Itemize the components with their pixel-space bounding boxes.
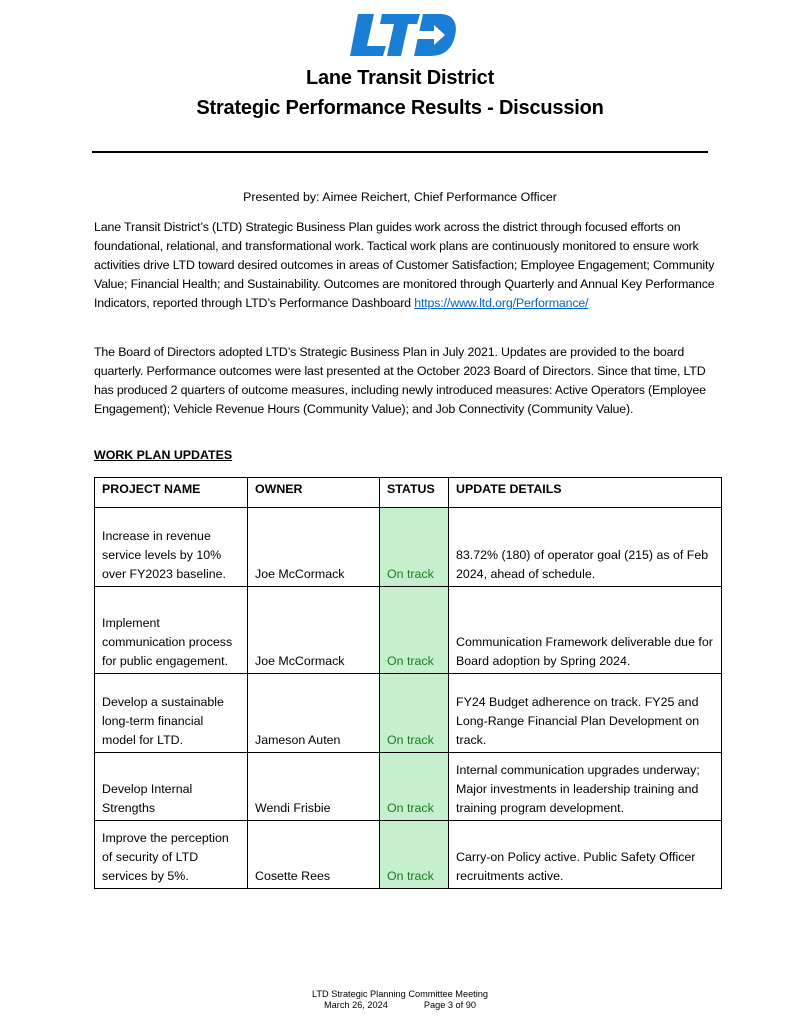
- status-badge: On track: [380, 587, 449, 674]
- status-badge: On track: [380, 508, 449, 587]
- update-details: FY24 Budget adherence on track. FY25 and Long-Range Financial Plan Development on track.: [449, 674, 722, 753]
- footer-meeting: LTD Strategic Planning Committee Meeting: [311, 989, 488, 999]
- status-badge: On track: [380, 753, 449, 821]
- table-row: [95, 674, 722, 753]
- status-badge: On track: [380, 821, 449, 889]
- project-name: Develop Internal Strengths: [95, 753, 248, 821]
- title-divider: [92, 151, 708, 153]
- update-details: Carry-on Policy active. Public Safety Officer recruitments active.: [449, 821, 722, 889]
- ltd-logo-icon: [348, 12, 458, 58]
- table-header-row: [95, 478, 722, 508]
- page-title: Lane Transit District: [305, 67, 495, 89]
- update-details: Internal communication upgrades underway; Major investments in leadership training and training program development.: [449, 753, 722, 821]
- page-footer: [0, 989, 800, 1011]
- intro-paragraph: [94, 218, 724, 313]
- owner: Jameson Auten: [248, 674, 380, 753]
- performance-dashboard-link[interactable]: https://www.ltd.org/Performance/: [414, 296, 589, 310]
- update-details: 83.72% (180) of operator goal (215) as of Feb 2024, ahead of schedule.: [449, 508, 722, 587]
- project-name: Improve the perception of security of LTD services by 5%.: [95, 821, 248, 889]
- owner: Wendi Frisbie: [248, 753, 380, 821]
- section-heading: WORK PLAN UPDATES: [94, 448, 233, 462]
- board-paragraph: The Board of Directors adopted LTD’s Strategic Business Plan in July 2021. Updates are provided to the board quarterly. Performance outcomes were last presented at the October 2023 Board of Directors. Since that time, LTD has produced 2 quarters of outcome measures, including newly introduced measures: Active Operators (Employee Engagement); Vehicle Revenue Hours (Community Value); and Job Connectivity (Community Value).: [94, 345, 706, 416]
- table-row: [95, 587, 722, 674]
- status-badge: On track: [380, 674, 449, 753]
- project-name: Increase in revenue service levels by 10% over FY2023 baseline.: [95, 508, 248, 587]
- column-header-owner: OWNER: [248, 478, 380, 508]
- update-details: Communication Framework deliverable due for Board adoption by Spring 2024.: [449, 587, 722, 674]
- footer-date: March 26, 2024: [324, 1000, 388, 1010]
- table-row: [95, 508, 722, 587]
- owner: Joe McCormack: [248, 587, 380, 674]
- column-header-project: PROJECT NAME: [95, 478, 248, 508]
- table-row: [95, 821, 722, 889]
- work-plan-table: [94, 477, 722, 889]
- intro-text: Lane Transit District’s (LTD) Strategic Business Plan guides work across the district through focused efforts on foundational, relational, and transformational work. Tactical work plans are continuously monitored to ensure work activities drive LTD toward desired outcomes in areas of Customer Satisfaction; Employee Engagement; Community Value; Financial Health; and Sustainability. Outcomes are monitored through Quarterly and Annual Key Performance Indicators, reported through LTD’s Performance Dashboard: [94, 220, 715, 310]
- owner: Cosette Rees: [248, 821, 380, 889]
- project-name: Develop a sustainable long-term financial model for LTD.: [95, 674, 248, 753]
- table-row: [95, 753, 722, 821]
- column-header-details: UPDATE DETAILS: [449, 478, 722, 508]
- owner: Joe McCormack: [248, 508, 380, 587]
- page-subtitle: Strategic Performance Results - Discussion: [196, 97, 604, 119]
- footer-page-number: Page 3 of 90: [423, 1000, 476, 1010]
- column-header-status: STATUS: [380, 478, 449, 508]
- project-name: Implement communication process for public engagement.: [95, 587, 248, 674]
- presenter-line: Presented by: Aimee Reichert, Chief Performance Officer: [243, 190, 557, 204]
